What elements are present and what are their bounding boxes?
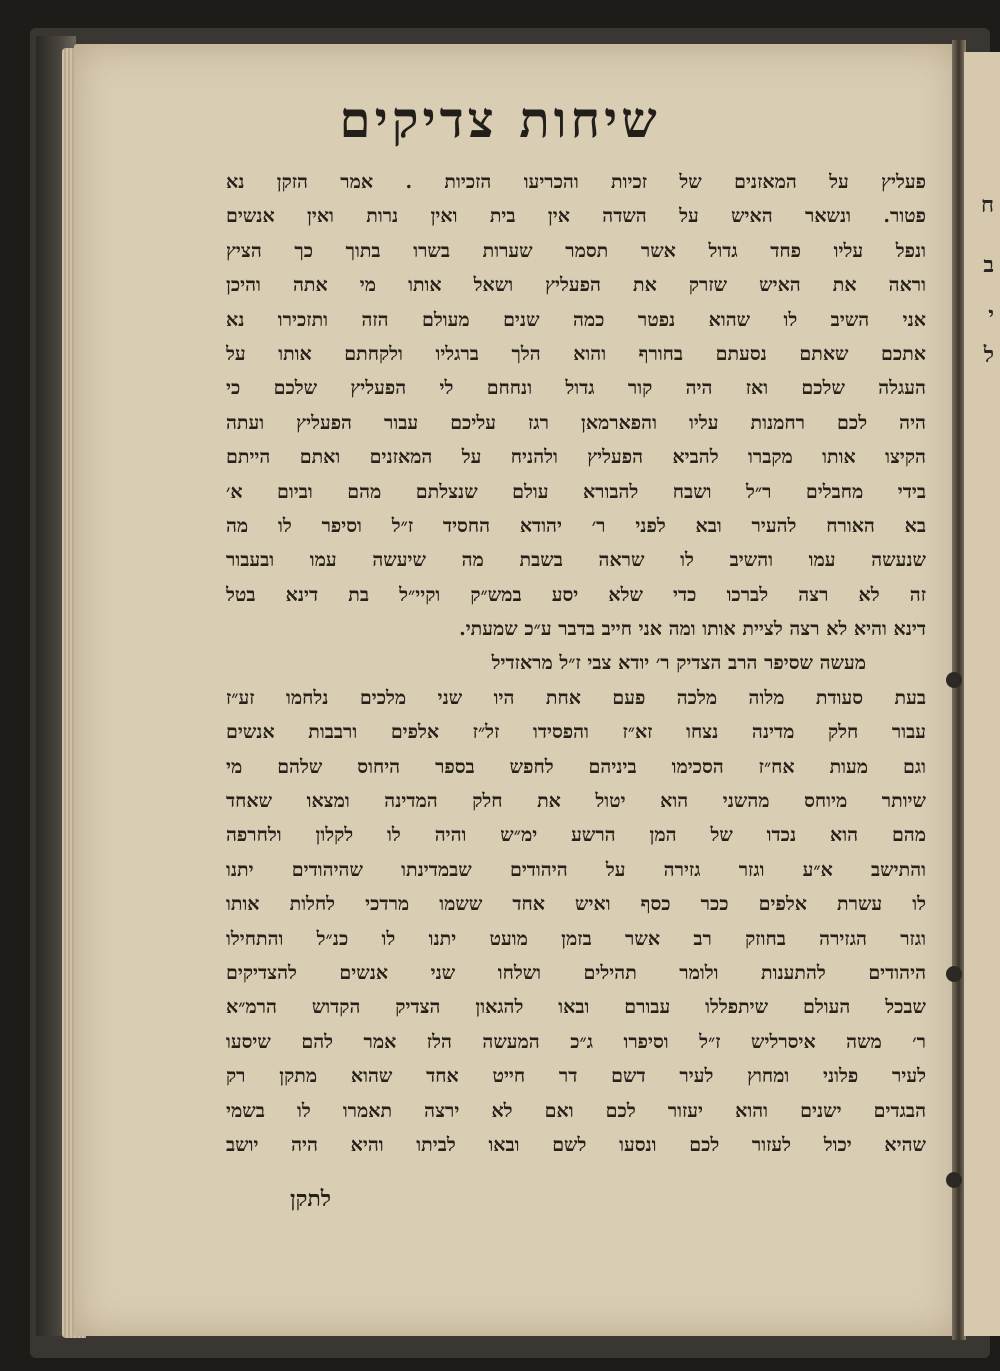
text-line: וגזר הגזירה בחוזק רב אשר בזמן מועט יתנו לו כנ״ל והתחילו <box>226 927 926 950</box>
text-line: עבור חלק מדינה נצחו זא״ז והפסידו זל״ז אלפים ורבבות אנשים <box>226 721 926 744</box>
text-line: פטור. ונשאר האיש על השדה אין בית ואין נרות ואין אנשים <box>226 205 926 228</box>
text-line: ר׳ משה איסרליש ז״ל וסיפרו ג״כ המעשה הלז אמר להם שיסעו <box>226 1030 926 1053</box>
text-line: אתכם שאתם נסעתם בחורף והוא הלך ברגליו ולקחתם אותו על <box>226 342 926 365</box>
text-line: דינא והיא לא רצה לציית אותו ומה אני חייב בדבר ע״כ שמעתי. <box>459 618 926 641</box>
text-line: היה לכם רחמנות עליו והפארמאן רגז עליכם עבור הפעליץ ועתה <box>226 411 926 434</box>
text-line: העגלה שלכם ואז היה קור גדול ונחחם לי הפעליץ שלכם כי <box>226 377 926 400</box>
text-line: שהיא יכול לעזור לכם ונסעו לשם ובאו לביתו והיא היה יושב <box>226 1133 926 1156</box>
adjacent-page <box>964 52 1000 1336</box>
adjacent-page-fragment: ח <box>980 192 994 218</box>
text-line: בא האורח להעיר ובא לפני ר׳ יהודא החסיד ז״ל וסיפר לו מה <box>226 514 926 537</box>
catchword: לתקן <box>290 1186 332 1212</box>
text-line: אני השיב לו שהוא נפטר כמה שנים מעולם הזה ותזכירו נא <box>226 308 926 331</box>
text-line: בעת סעודת מלוה מלכה פעם אחת היו שני מלכים נלחמו זע״ז <box>226 686 926 709</box>
text-line: הבגדים ישנים והוא יעזור לכם ואם לא ירצה תאמרו לו בשמי <box>226 1099 926 1122</box>
text-line: שנעשה עמו והשיב לו שראה בשבת מה שיעשה עמו ובעבור <box>226 549 926 572</box>
adjacent-page-fragment: י <box>988 302 994 328</box>
adjacent-page-fragment: ב <box>983 252 994 278</box>
adjacent-page-fragment: ל <box>983 342 994 368</box>
text-line: פעליץ על המאזנים של זכיות והכריעו הזכיות . אמר הזקן נא <box>226 171 926 193</box>
text-line: שיותר מיוחס מהשני הוא יטול את חלק המדינה ומצאו שאחד <box>226 790 926 813</box>
binding-stitch <box>946 966 962 982</box>
text-line: שבכל העולם שיתפללו עבורם ובאו להגאון הצדיק הקדוש הרמ״א <box>226 996 926 1019</box>
text-line: והתישב א״ע וגזר גזירה על היהודים שבמדינתו שהיהודים יתנו <box>226 858 926 881</box>
text-line: בידי מחבלים ר״ל ושבח להבורא עולם שנצלתם מהם וביום א׳ <box>226 480 926 503</box>
binding-stitch <box>946 672 962 688</box>
page-body <box>226 165 926 1162</box>
text-line: וראה את האיש שזרק את הפעליץ ושאל אותו מי אתה והיכן <box>226 274 926 297</box>
paragraph-opening-line: מעשה שסיפר הרב הצדיק ר׳ יודא צבי ז״ל מראזדיל <box>491 652 866 675</box>
text-line: הקיצו אותו מקברו להביא הפעליץ ולהניח על המאזנים ואתם הייתם <box>226 446 926 469</box>
binding-stitch <box>946 1172 962 1188</box>
text-line: ונפל עליו פחד גדול אשר תסמר שערות בשרו בתוך כך הציץ <box>226 239 926 262</box>
text-line: זה לא רצה לברכו כדי שלא יסע במש״ק וקיי״ל בת דינא בטל <box>226 583 926 606</box>
text-line: וגם מעות אח״ז הסכימו ביניהם לחפש בספר היחוס שלהם מי <box>226 755 926 778</box>
text-line: לעיר פלוני ומחוץ לעיר דשם דר חייט אחד שהוא מתקן רק <box>226 1065 926 1088</box>
text-line: היהודים להתענות ולומר תהילים ושלחו שני אנשים להצדיקים <box>226 961 926 984</box>
text-line: לו עשרת אלפים ככר כסף ואיש אחד ששמו מרדכי לחלות אותו <box>226 893 926 916</box>
text-line: מהם הוא נכדו של המן הרשע ימ״ש והיה לו לקלון ולחרפה <box>226 824 926 847</box>
page-title: שיחות צדיקים <box>339 90 661 149</box>
